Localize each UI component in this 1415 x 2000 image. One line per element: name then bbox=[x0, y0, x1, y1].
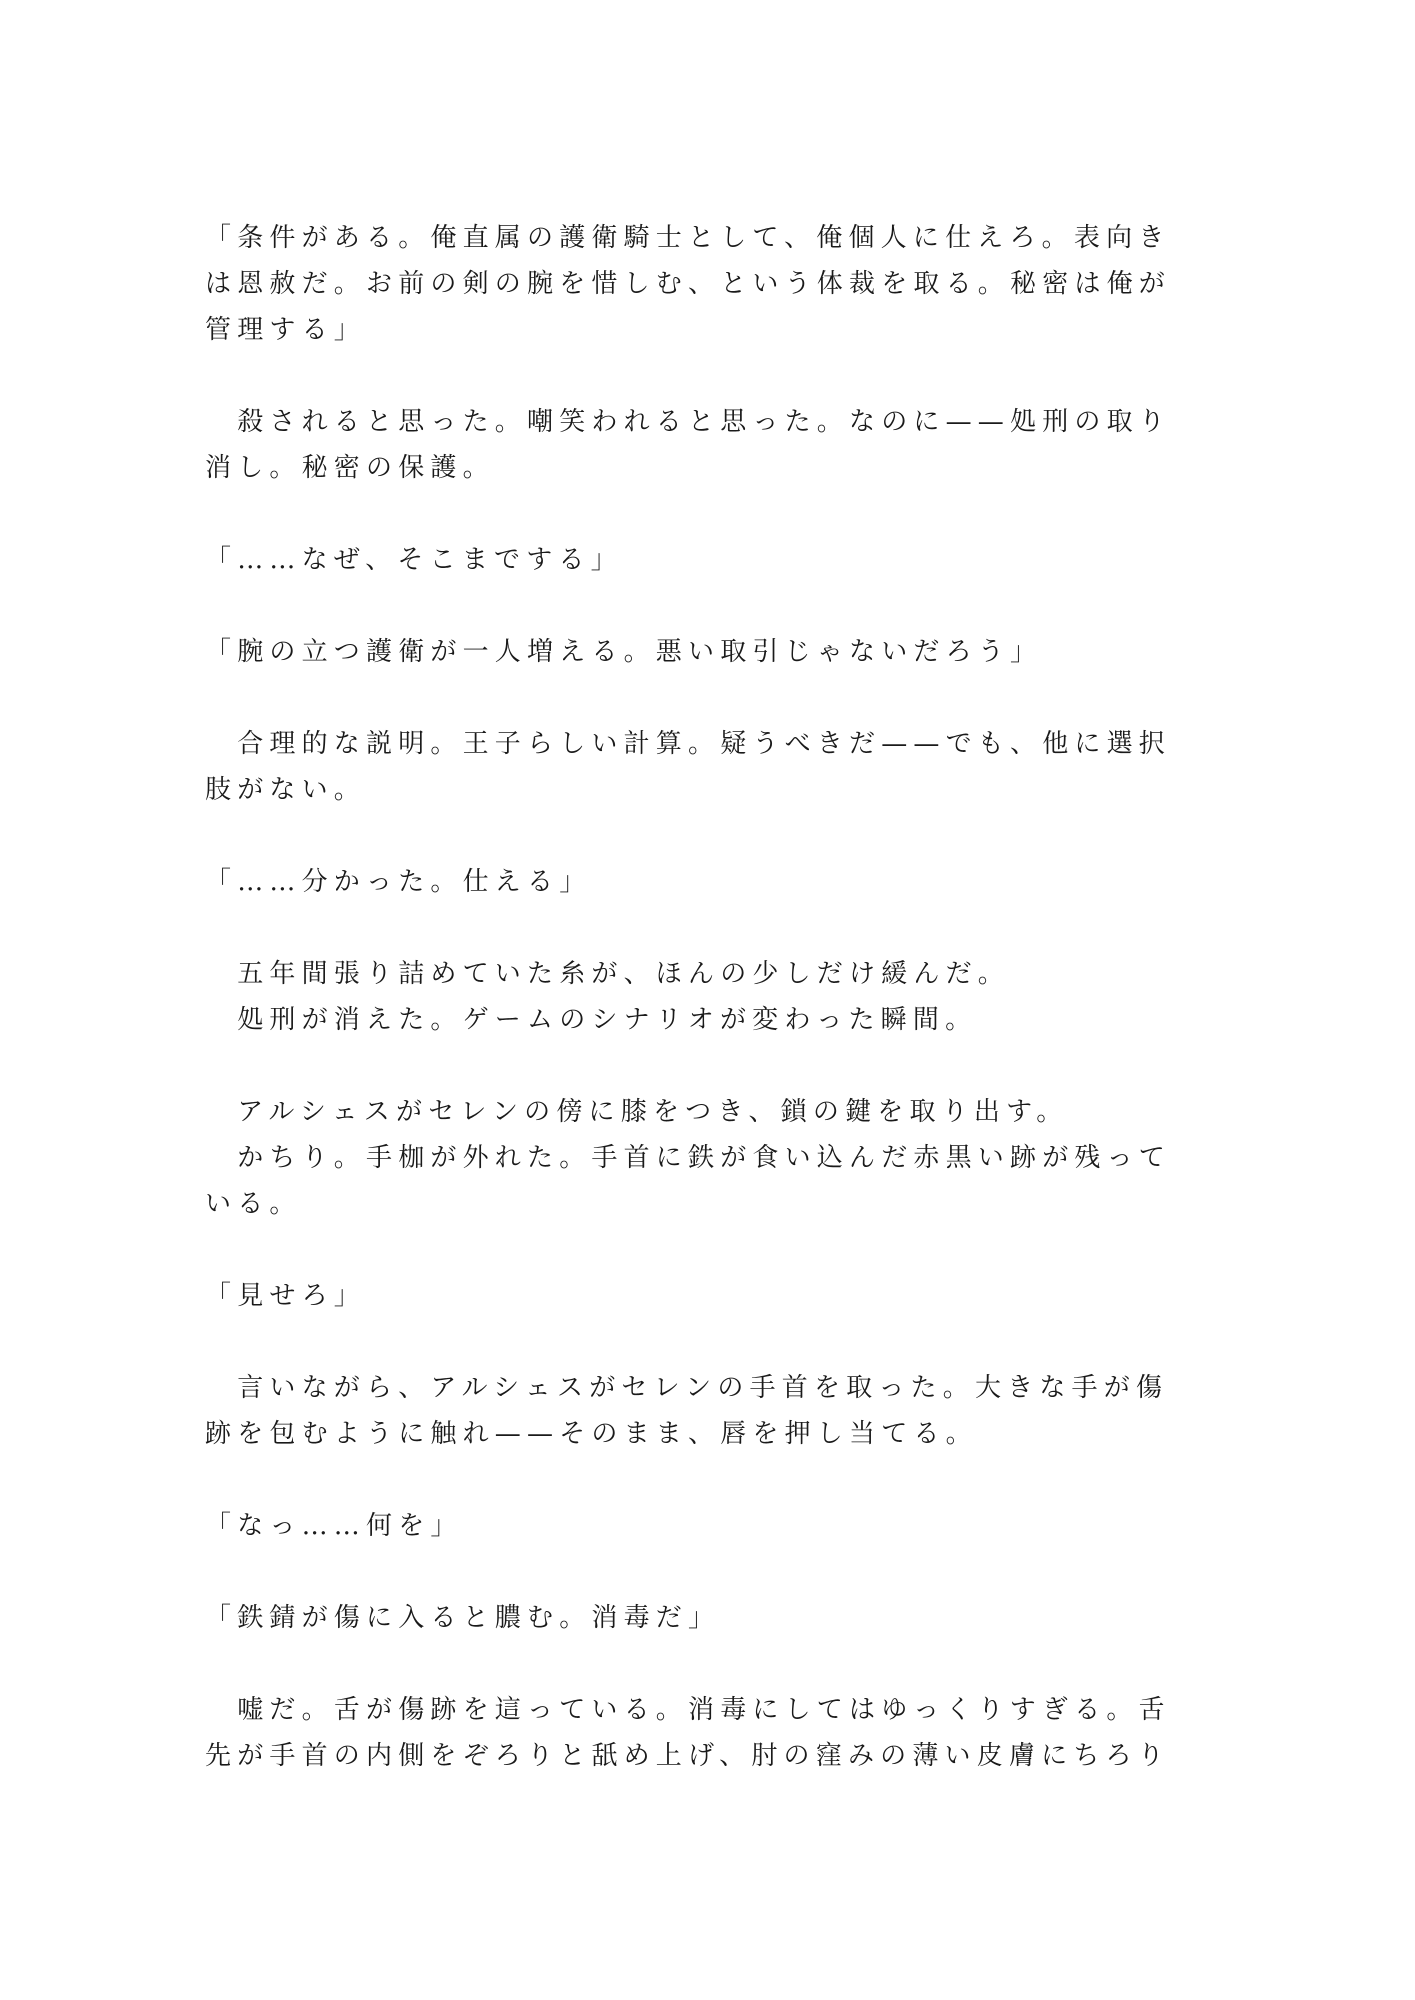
blank-line bbox=[205, 1043, 1185, 1089]
text-line: 「鉄錆が傷に入ると膿む。消毒だ」 bbox=[205, 1603, 721, 1633]
text-line: 跡を包むように触れ——そのまま、唇を押し当てる。 bbox=[205, 1419, 978, 1449]
blank-line bbox=[205, 1549, 1185, 1595]
blank-line bbox=[205, 353, 1185, 399]
text-line: 処刑が消えた。ゲームのシナリオが変わった瞬間。 bbox=[205, 1005, 978, 1035]
text-line: 「……分かった。仕える」 bbox=[205, 867, 592, 897]
text-line: 嘘だ。舌が傷跡を這っている。消毒にしてはゆっくりすぎる。舌 bbox=[205, 1695, 1171, 1725]
text-line: 消し。秘密の保護。 bbox=[205, 453, 495, 483]
text-line: 「条件がある。俺直属の護衛騎士として、俺個人に仕えろ。表向き bbox=[205, 223, 1171, 253]
text-line: 「見せろ」 bbox=[205, 1281, 367, 1311]
blank-line bbox=[205, 583, 1185, 629]
text-line: アルシェスがセレンの傍に膝をつき、鎖の鍵を取り出す。 bbox=[205, 1097, 1069, 1127]
text-line: かちり。手枷が外れた。手首に鉄が食い込んだ赤黒い跡が残って bbox=[205, 1143, 1172, 1173]
text-line: 肢がない。 bbox=[205, 775, 367, 805]
text-line: 合理的な説明。王子らしい計算。疑うべきだ——でも、他に選択 bbox=[205, 729, 1172, 759]
text-line: いる。 bbox=[205, 1189, 302, 1219]
blank-line bbox=[205, 491, 1185, 537]
blank-line bbox=[205, 1457, 1185, 1503]
text-line: 「……なぜ、そこまでする」 bbox=[205, 545, 623, 575]
text-line: は恩赦だ。お前の剣の腕を惜しむ、という体裁を取る。秘密は俺が bbox=[205, 269, 1172, 299]
text-line: 管理する」 bbox=[205, 315, 367, 345]
blank-line bbox=[205, 1227, 1185, 1273]
document-body bbox=[205, 215, 1185, 1779]
blank-line bbox=[205, 1319, 1185, 1365]
text-line: 先が手首の内側をぞろりと舐め上げ、肘の窪みの薄い皮膚にちろり bbox=[205, 1741, 1170, 1771]
text-line: 殺されると思った。嘲笑われると思った。なのに——処刑の取り bbox=[205, 407, 1172, 437]
text-line: 「腕の立つ護衛が一人増える。悪い取引じゃないだろう」 bbox=[205, 637, 1043, 667]
blank-line bbox=[205, 905, 1185, 951]
text-line: 五年間張り詰めていた糸が、ほんの少しだけ緩んだ。 bbox=[205, 959, 1011, 989]
text-line: 言いながら、アルシェスがセレンの手首を取った。大きな手が傷 bbox=[205, 1373, 1169, 1403]
blank-line bbox=[205, 813, 1185, 859]
text-line: 「なっ……何を」 bbox=[205, 1511, 463, 1541]
blank-line bbox=[205, 675, 1185, 721]
blank-line bbox=[205, 1641, 1185, 1687]
